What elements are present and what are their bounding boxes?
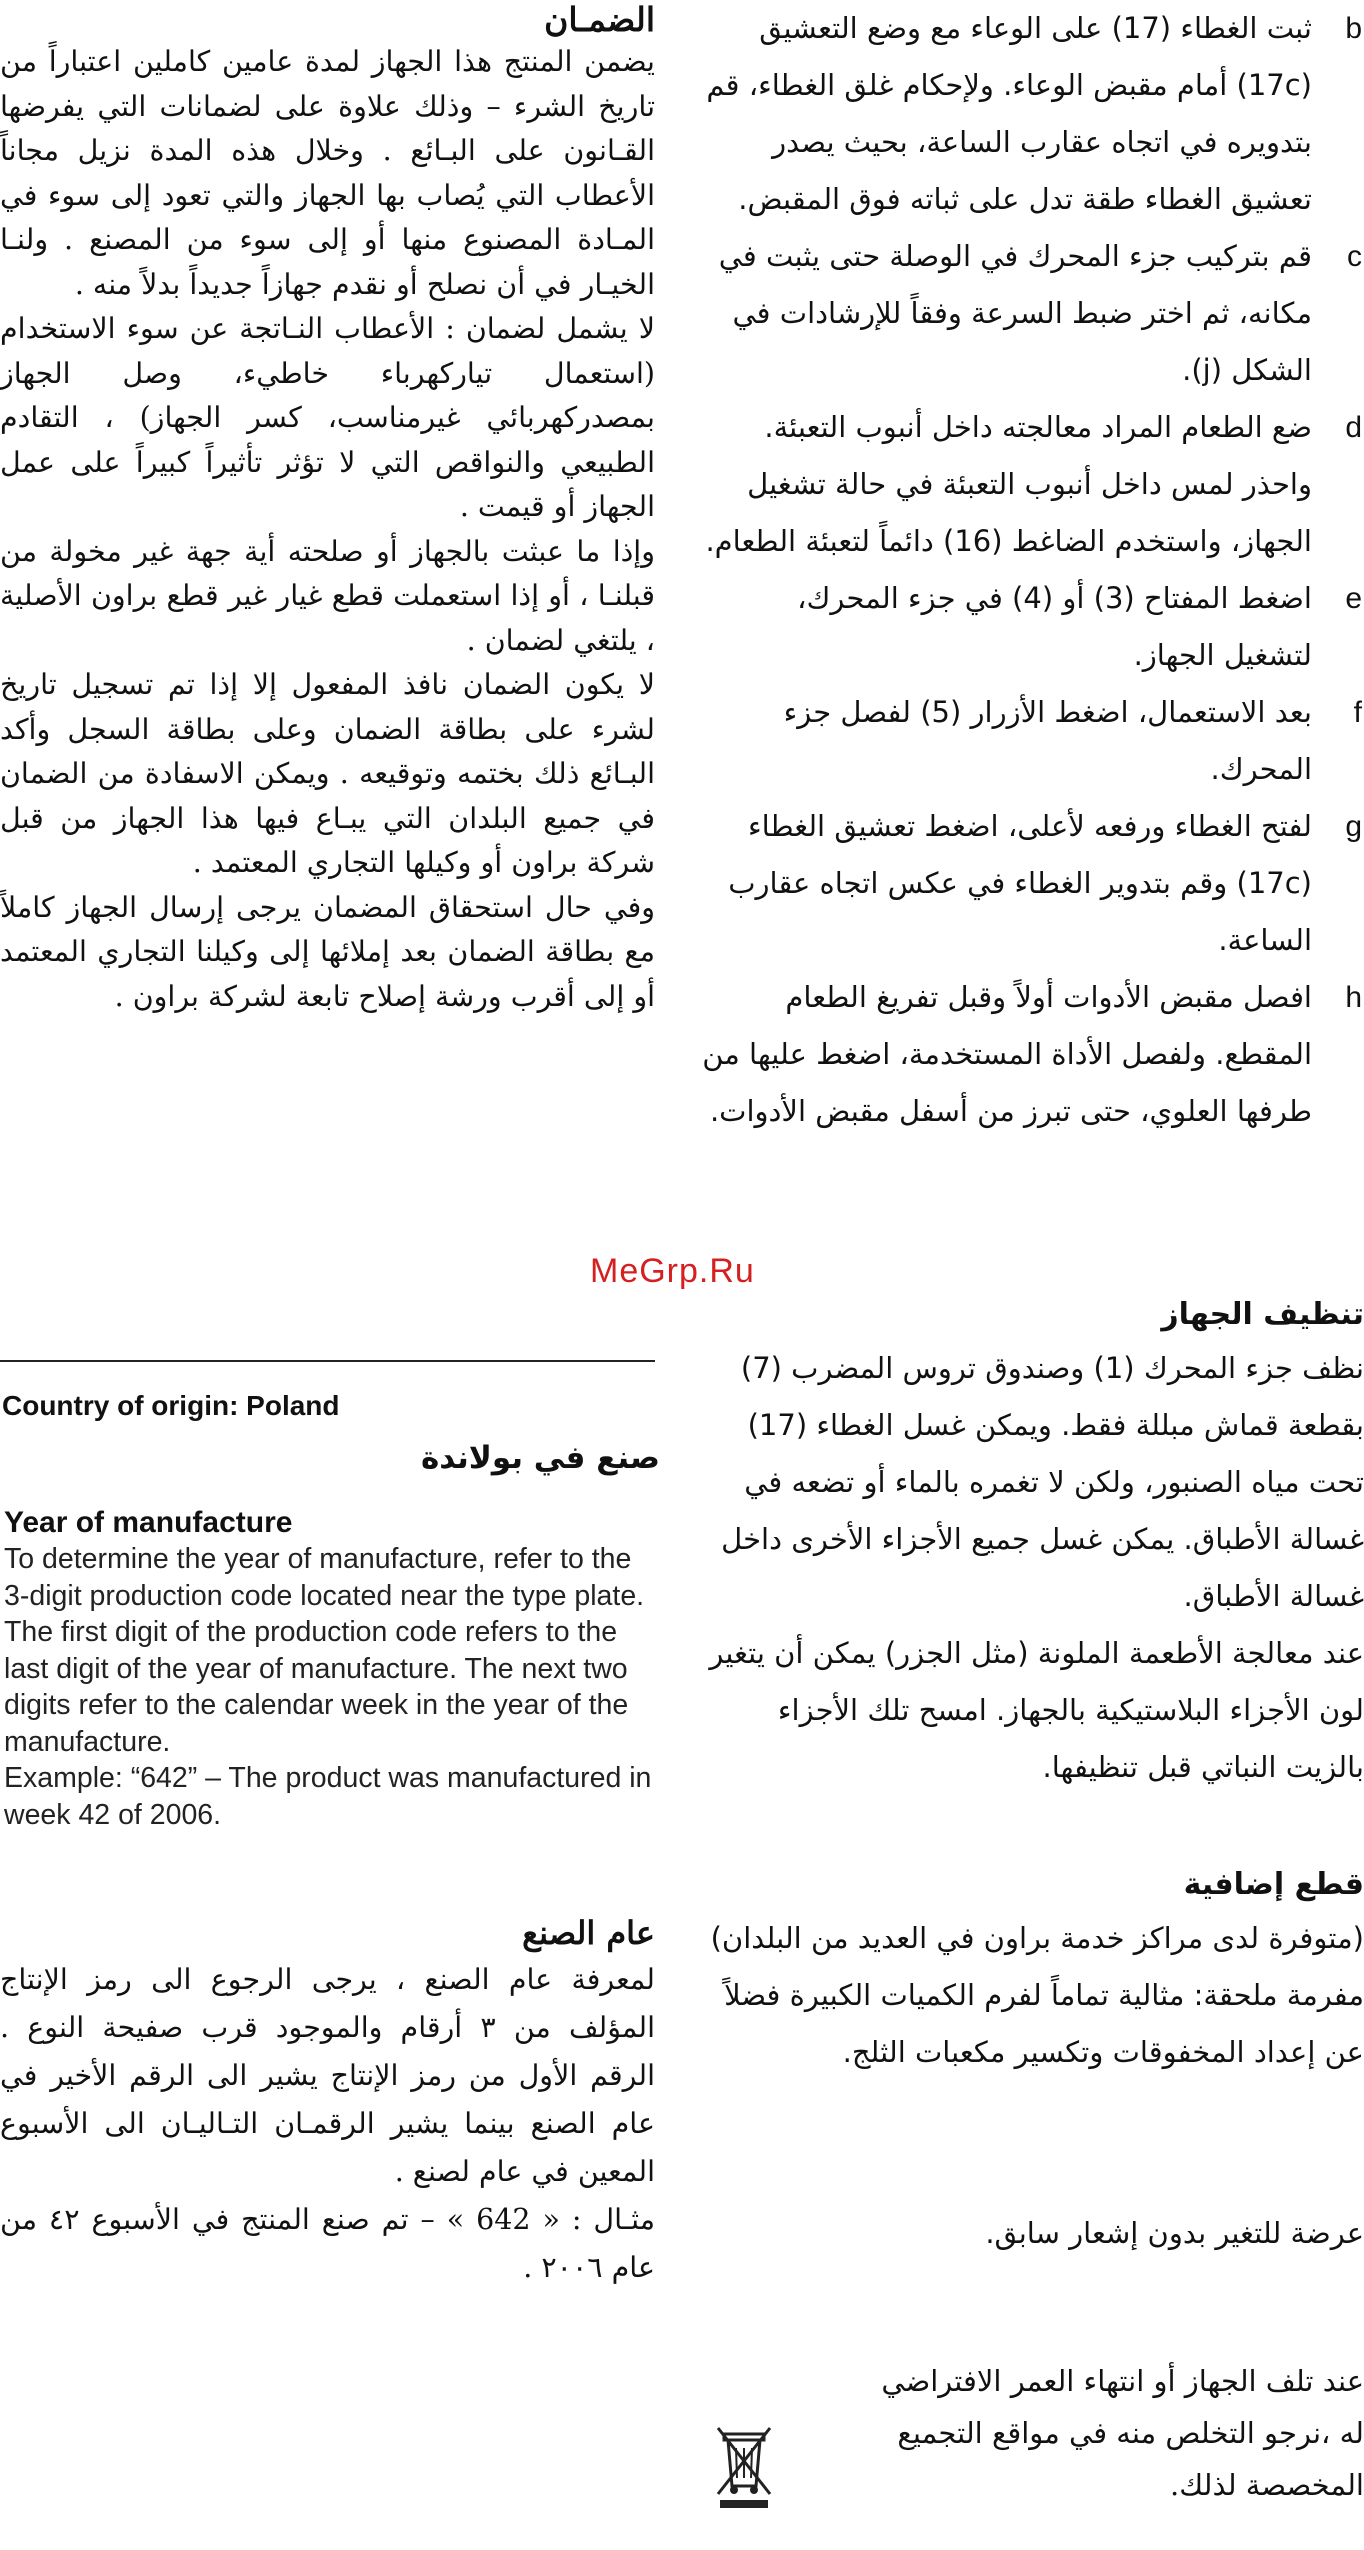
accessories-paragraph: (متوفرة لدى مراكز خدمة براون في العديد من البلدان): [710, 1921, 1364, 1955]
step-item: [700, 0, 1364, 228]
cleaning-paragraph: عند معالجة الأطعمة الملونة (مثل الجزر) يمكن أن يتغير لون الأجزاء البلاستيكية بالجهاز. امسح تلك الأجزاء بالزيت النباتي قبل تنظيفها.: [709, 1636, 1364, 1784]
warranty-paragraph: يضمن المنتج هذا الجهاز لمدة عامين كاملين اعتباراً من تاريخ الشرء – وذلك علاوة على لضمانات التي يفرضها القـانون على البـائع . وخلال هذه المدة نزيل مجاناً الأعطاب التي يُصاب بها الجهاز والتي تعود إلى سوء في المـادة المصنوع منها أو إلى سوء من المصنع . ولنـا الخيـار في أن نصلح أو نقدم جهازاً جديداً بدلاً منه .: [0, 45, 655, 301]
step-item: [700, 228, 1364, 399]
year-of-manufacture-title: Year of manufacture: [4, 1506, 293, 1539]
year-of-manufacture-text: To determine the year of manufacture, refer to the 3-digit production code located near the type plate. The first digit of the production code refers to the last digit of the year of manufacture. The next two digits refer to the calendar week in the year of the manufacture.: [4, 1543, 645, 1758]
step-letter: f: [1353, 696, 1362, 729]
step-letter: c: [1347, 240, 1362, 273]
disposal-text: عند تلف الجهاز أو انتهاء العمر الافتراضي له ،نرجو التخلص منه في مواقع التجميع المخصصة لذلك.: [881, 2364, 1364, 2502]
accessories-title: قطع إضافية: [1183, 1867, 1364, 1902]
year-of-manufacture-ar: [0, 1910, 655, 2292]
year-of-manufacture-paragraph-ar: لمعرفة عام الصنع ، يرجى الرجوع الى رمز الإنتاج المؤلف من ٣ أرقام والموجود قرب صفيحة النوع . الرقم الأول من رمز الإنتاج يشير الى الرقم الأخير في عام الصنع بينما يشير الرقمـان التـاليـان الى الأسبوع المعين في عام لصنع .: [0, 1963, 655, 2188]
year-of-manufacture-example: Example: “642” – The product was manufactured in week 42 of 2006.: [4, 1762, 652, 1831]
year-of-manufacture-title-ar: عام الصنع: [522, 1914, 655, 1952]
warranty-paragraph: وإذا ما عبثت بالجهاز أو صلحته أية جهة غير مخولة من قبلنـا ، أو إذا استعملت قطع غيار غير قطع براون الأصلية ، يلتغي لضمان .: [0, 534, 655, 657]
step-text: اضغط المفتاح (3) أو (4) في جزء المحرك، لتشغيل الجهاز.: [797, 581, 1312, 672]
step-text: ثبت الغطاء (17) على الوعاء مع وضع التعشيق (17c) أمام مقبض الوعاء. ولإحكام غلق الغطاء، قم بتدويره في اتجاه عقارب الساعة، بحيث يصدر تعشيق الغطاء طقة تدل على ثباته فوق المقبض.: [706, 11, 1312, 216]
step-text: لفتح الغطاء ورفعه لأعلى، اضغط تعشيق الغطاء (17c) وقم بتدوير الغطاء في عكس اتجاه عقارب الساعة.: [728, 809, 1312, 957]
step-letter: e: [1345, 582, 1362, 615]
year-of-manufacture-paragraph-ar: مثـال : « 642 » – تم صنع المنتج في الأسبوع ٤٢ من عام ٢٠٠٦ .: [0, 2203, 655, 2284]
step-letter: g: [1345, 810, 1362, 843]
year-of-manufacture-en: [4, 1505, 654, 1833]
change-notice: عرضة للتغير بدون إشعار سابق.: [985, 2216, 1364, 2250]
step-item: [700, 684, 1364, 798]
step-text: افصل مقبض الأدوات أولاً وقبل تفريغ الطعام المقطع. ولفصل الأداة المستخدمة، اضغط عليها من طرفها العلوي، حتى تبرز من أسفل مقبض الأدوات.: [702, 980, 1312, 1128]
country-of-origin-ar: صنع في بولاندة: [420, 1440, 660, 1476]
crossed-out-wheelie-bin-icon: [710, 2420, 778, 2512]
step-text: قم بتركيب جزء المحرك في الوصلة حتى يثبت في مكانه، ثم اختر ضبط السرعة وفقاً للإرشادات في الشكل (j).: [718, 239, 1312, 387]
instruction-steps: [700, 0, 1364, 1140]
step-text: ضع الطعام المراد معالجته داخل أنبوب التعبئة. واحذر لمس داخل أنبوب التعبئة في حالة تشغيل الجهاز، واستخدم الضاغط (16) دائماً لتعبئة الطعام.: [705, 410, 1312, 558]
cleaning-paragraph: نظف جزء المحرك (1) وصندوق تروس المضرب (7) بقطعة قماش مبللة فقط. ويمكن غسل الغطاء (17) تحت مياه الصنبور، ولكن لا تغمره بالماء أو تضعه في غسالة الأطباق. يمكن غسل جميع الأجزاء الأخرى داخل غسالة الأطباق.: [721, 1351, 1364, 1613]
warranty-title: الضمـان: [544, 0, 655, 39]
step-text: بعد الاستعمال، اضغط الأزرار (5) لفصل جزء المحرك.: [783, 695, 1312, 786]
step-item: [700, 399, 1364, 570]
step-item: [700, 798, 1364, 969]
step-letter: d: [1345, 411, 1362, 444]
step-item: [700, 969, 1364, 1140]
country-of-origin-en: Country of origin: Poland: [2, 1390, 340, 1421]
step-letter: h: [1345, 981, 1362, 1014]
step-letter: b: [1345, 12, 1362, 45]
warranty-paragraph: لا يشمل لضمان : الأعطاب النـاتجة عن سوء الاستخدام (استعمال تياركهرباء خاطيء، وصل الجهاز بمصدركهربائي غيرمناسب، كسر الجهاز) ، التقادم الطبيعي والنواقص التي لا تؤثر تأثيراً كبيراً على عمل الجهاز أو قيمت .: [0, 312, 655, 523]
warranty-section: [0, 0, 655, 1019]
disposal-section: [700, 2355, 1364, 2511]
notice-section: [700, 2205, 1364, 2262]
section-divider: [0, 1360, 655, 1362]
warranty-paragraph: لا يكون الضمان نافذ المفعول إلا إذا تم تسجيل تاريخ لشرء على بطاقة الضمان وعلى بطاقة السجل وأكد البـائع ذلك بختمه وتوقيعه . ويمكن الاسفادة من الضمان في جميع البلدان التي يبـاع فيها هذا الجهاز من قبل شركة براون أو وكيلها التجاري المعتمد .: [0, 668, 655, 879]
watermark-text: MeGrp.Ru: [590, 1252, 755, 1290]
accessories-section: [700, 1860, 1364, 2081]
step-item: [700, 570, 1364, 684]
accessories-paragraph: مفرمة ملحقة: مثالية تماماً لفرم الكميات الكبيرة فضلاً عن إعداد المخفوقات وتكسير مكعبات الثلج.: [724, 1978, 1364, 2069]
cleaning-title: تنظيف الجهاز: [1161, 1297, 1364, 1332]
cleaning-section: [700, 1290, 1364, 1796]
warranty-paragraph: وفي حال استحقاق المضمان يرجى إرسال الجهاز كاملاً مع بطاقة الضمان بعد إملائها إلى وكيلنا التجاري المعتمد أو إلى أقرب ورشة إصلاح تابعة لشركة براون .: [0, 890, 655, 1013]
